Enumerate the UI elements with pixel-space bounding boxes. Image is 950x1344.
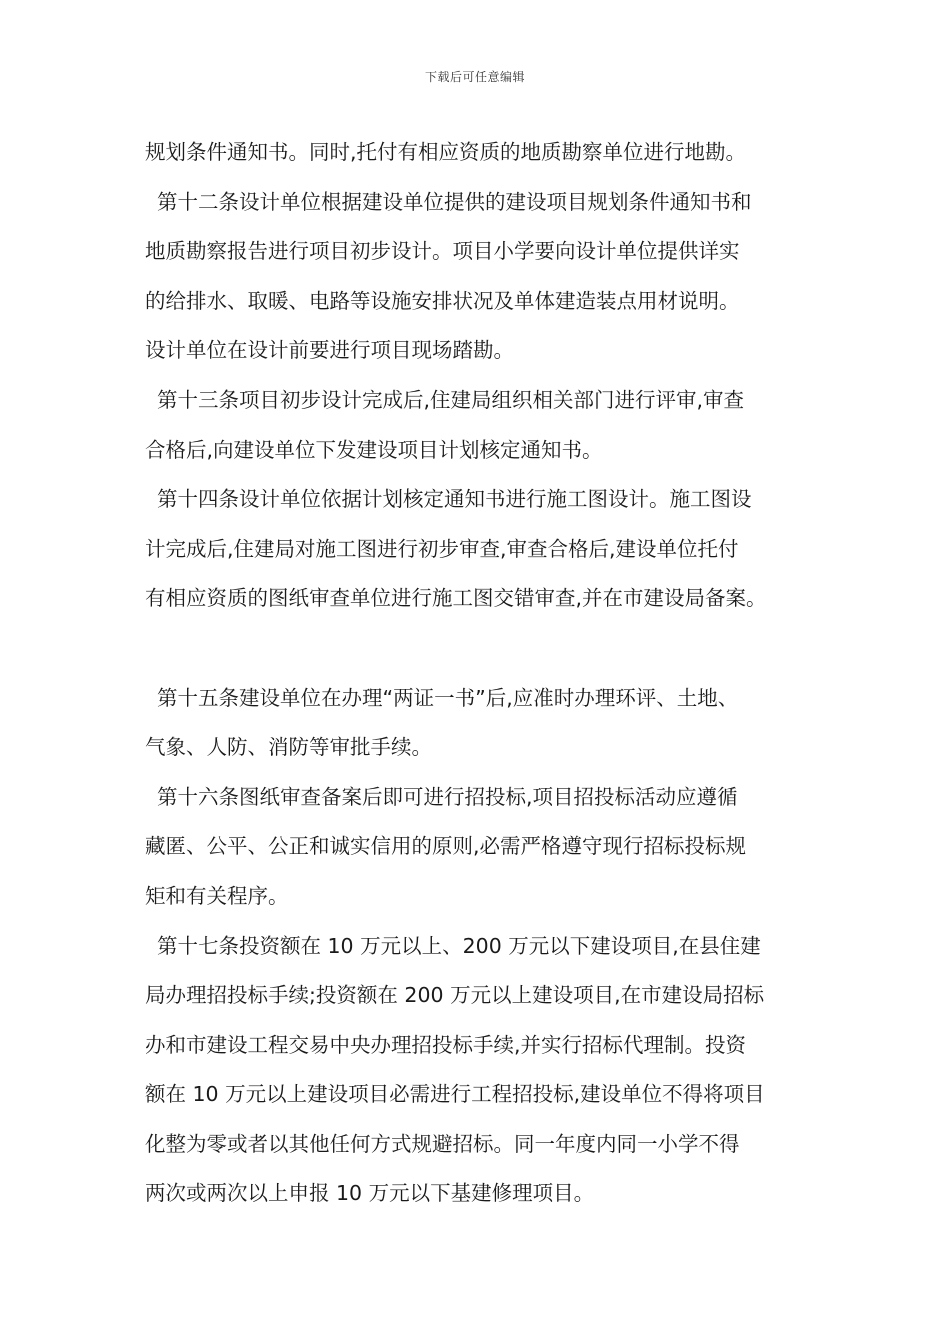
text-line: 计完成后,住建局对施工图进行初步审查,审查合格后,建设单位托付 [145,536,739,561]
text-line: 地质勘察报告进行项目初步设计。项目小学要向设计单位提供详实 [145,239,740,264]
blank-line [145,624,835,674]
text-line: 矩和有关程序。 [145,883,289,908]
text-line: 化整为零或者以其他任何方式规避招标。同一年度内同一小学不得 [145,1131,740,1156]
text-line: 规划条件通知书。同时,托付有相应资质的地质勘察单位进行地勘。 [145,140,747,164]
text-line: 气象、人防、消防等审批手续。 [145,735,432,760]
page-header-note: 下载后可任意编辑 [424,70,525,84]
text-line: 藏匿、公平、公正和诚实信用的原则,必需严格遵守现行招标投标规 [145,834,747,859]
document-body [145,128,835,1219]
text-line: 局办理招投标手续;投资额在 200 万元以上建设项目,在市建设局招标 [145,983,765,1008]
text-line: 第十七条投资额在 10 万元以上、200 万元以下建设项目,在县住建 [157,933,761,958]
text-line: 第十四条设计单位依据计划核定通知书进行施工图设计。施工图设 [157,487,752,512]
text-line: 有相应资质的图纸审查单位进行施工图交错审查,并在市建设局备案。 [145,586,767,611]
text-line: 第十二条设计单位根据建设单位提供的建设项目规划条件通知书和 [157,189,752,214]
text-line: 设计单位在设计前要进行项目现场踏勘。 [145,338,514,363]
text-line: 第十三条项目初步设计完成后,住建局组织相关部门进行评审,审查 [157,387,745,412]
text-line: 的给排水、取暖、电路等设施安排状况及单体建造装点用材说明。 [145,288,740,313]
text-line: 额在 10 万元以上建设项目必需进行工程招投标,建设单位不得将项目 [145,1082,765,1107]
text-line: 两次或两次以上申报 10 万元以下基建修理项目。 [145,1181,595,1206]
text-line: 第十六条图纸审查备案后即可进行招投标,项目招投标活动应遵循 [157,784,738,809]
text-line: 办和市建设工程交易中央办理招投标手续,并实行招标代理制。投资 [145,1032,747,1057]
text-line: 第十五条建设单位在办理“两证一书”后,应准时办理环评、土地、 [157,685,739,710]
text-line: 合格后,向建设单位下发建设项目计划核定通知书。 [145,437,603,462]
